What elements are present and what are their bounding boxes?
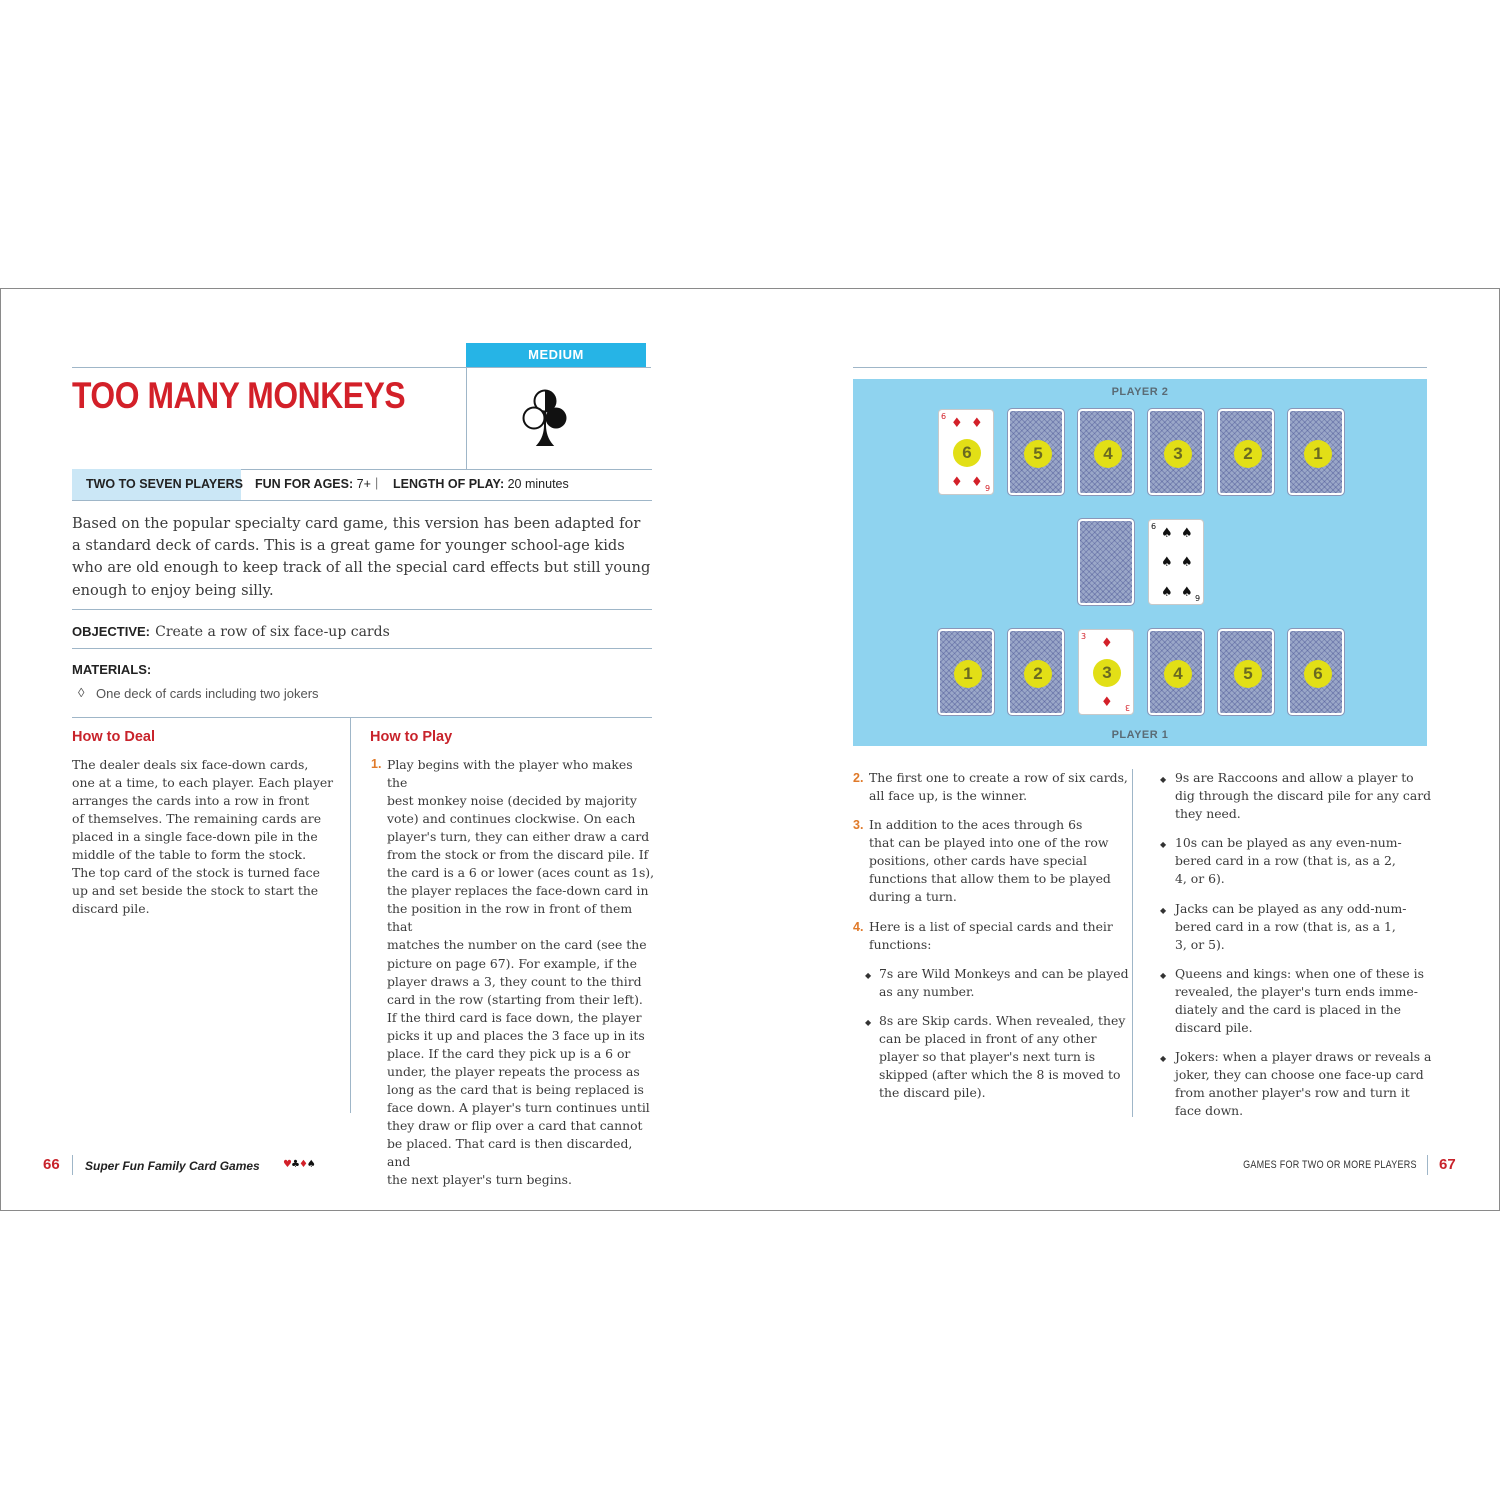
text-line: 4, or 6). xyxy=(1175,871,1225,887)
item-number: 2. xyxy=(853,771,864,785)
objective-label: OBJECTIVE: xyxy=(72,624,151,639)
special-card-jacks xyxy=(1175,900,1435,954)
play-line: card in the row (starting from their left). xyxy=(387,991,643,1007)
play-line: player draws a 3, they count to the third xyxy=(387,973,642,989)
diamond-icon: ♦ xyxy=(298,1159,307,1170)
book-title: Super Fun Family Card Games xyxy=(85,1159,260,1173)
play-line: the player replaces the face-down card in xyxy=(387,883,649,899)
play-line: from the stock or from the discard pile. If xyxy=(387,847,649,863)
bullet-dot-icon: ◆ xyxy=(1160,971,1167,980)
text-line: Queens and kings: when one of these is xyxy=(1175,966,1424,981)
card-back xyxy=(1218,409,1274,495)
play-line: long as the card that is being replaced is xyxy=(387,1081,644,1097)
text-line: 10s can be played as any even-num- xyxy=(1175,835,1402,850)
difficulty-badge: MEDIUM xyxy=(466,343,646,367)
text-line: 3, or 5). xyxy=(1175,937,1225,953)
card-back xyxy=(1008,409,1064,495)
page-number-right: 67 xyxy=(1439,1156,1456,1173)
players-count: TWO TO SEVEN PLAYERS xyxy=(86,477,243,491)
objective xyxy=(72,621,390,640)
column-divider xyxy=(350,717,351,1113)
ages-value: 7+ xyxy=(356,477,371,491)
materials-bullet-icon: ◊ xyxy=(78,685,85,700)
position-marker: 1 xyxy=(1304,440,1332,468)
deal-line: The dealer deals six face-down cards, xyxy=(72,757,309,772)
position-marker: 4 xyxy=(1164,660,1192,688)
deal-line: of themselves. The remaining cards are xyxy=(72,811,322,827)
bullet-dot-icon: ◆ xyxy=(1160,1054,1167,1063)
position-marker: 4 xyxy=(1094,440,1122,468)
player2-label: PLAYER 2 xyxy=(1111,386,1169,398)
play-line: face down. A player's turn continues until xyxy=(387,1099,650,1115)
play-line: they draw or flip over a card that cannot xyxy=(387,1117,643,1133)
play-line: under, the player repeats the process as xyxy=(387,1063,640,1079)
special-card-8s xyxy=(879,1012,1131,1102)
card-layout-diagram xyxy=(853,379,1427,746)
text-line: they need. xyxy=(1175,806,1241,822)
text-line: from another player's row and turn it xyxy=(1175,1085,1410,1101)
deal-heading: How to Deal xyxy=(72,729,155,745)
play-line: picture on page 67). For example, if the xyxy=(387,955,637,971)
play-line: best monkey noise (decided by majority xyxy=(387,793,637,809)
bullet-dot-icon: ◆ xyxy=(1160,840,1167,849)
club-suit-icon xyxy=(522,387,568,449)
text-line: Jacks can be played as any odd-num- xyxy=(1175,901,1407,916)
player1-label: PLAYER 1 xyxy=(1111,729,1169,741)
stock-pile xyxy=(1078,519,1134,605)
text-line: 9s are Raccoons and allow a player to xyxy=(1175,770,1414,785)
position-marker: 5 xyxy=(1024,440,1052,468)
rule-item-2 xyxy=(869,769,1131,805)
text-line: Here is a list of special cards and their xyxy=(869,919,1113,934)
card-back xyxy=(1288,629,1344,715)
text-line: during a turn. xyxy=(869,889,957,905)
ages-label: FUN FOR AGES: xyxy=(255,477,354,491)
text-line: diately and the card is placed in the xyxy=(1175,1002,1401,1018)
spade-icon: ♠ xyxy=(306,1159,315,1170)
text-line: face down. xyxy=(1175,1103,1244,1119)
section-title: GAMES FOR TWO OR MORE PLAYERS xyxy=(1243,1159,1417,1171)
card-back xyxy=(1078,409,1134,495)
footer-divider-right xyxy=(1427,1155,1428,1175)
title-top-rule xyxy=(72,367,466,368)
special-card-jokers xyxy=(1175,1048,1435,1120)
book-spread xyxy=(0,288,1500,1211)
deal-text xyxy=(72,756,342,918)
intro-paragraph xyxy=(72,513,652,602)
card-back xyxy=(1008,629,1064,715)
club-icon: ♣ xyxy=(290,1159,299,1170)
text-line: that can be played into one of the row xyxy=(869,835,1109,851)
special-card-queens-kings xyxy=(1175,965,1435,1037)
play-line: place. If the card they pick up is a 6 or xyxy=(387,1045,631,1061)
text-line: all face up, is the winner. xyxy=(869,788,1028,804)
special-card-7s xyxy=(879,965,1131,1001)
footer-divider-left xyxy=(72,1155,73,1175)
position-marker: 3 xyxy=(1093,659,1121,687)
play-line: the position in the row in front of them that xyxy=(387,901,633,935)
meta-separator: | xyxy=(375,476,379,490)
deal-line: up and set beside the stock to start the xyxy=(72,883,319,899)
position-marker: 6 xyxy=(1304,660,1332,688)
length-label: LENGTH OF PLAY: xyxy=(393,477,505,491)
meta-bottom-rule xyxy=(72,500,652,501)
position-marker: 6 xyxy=(953,439,981,467)
text-line: The first one to create a row of six cards, xyxy=(869,770,1128,785)
right-column-divider xyxy=(1132,769,1133,1117)
text-line: bered card in a row (that is, as a 2, xyxy=(1175,853,1396,869)
special-card-10s xyxy=(1175,834,1435,888)
card-back xyxy=(1288,409,1344,495)
play-item-number: 1. xyxy=(371,757,382,771)
text-line: as any number. xyxy=(879,984,975,1000)
play-heading: How to Play xyxy=(370,729,453,745)
play-line: picks it up and places the 3 face up in its xyxy=(387,1027,645,1043)
position-marker: 5 xyxy=(1234,660,1262,688)
item-number: 4. xyxy=(853,920,864,934)
card-back xyxy=(1148,409,1204,495)
play-text xyxy=(387,756,655,1189)
rule-item-4 xyxy=(869,918,1131,954)
length-info xyxy=(393,477,569,491)
text-line: bered card in a row (that is, as a 1, xyxy=(1175,919,1396,935)
discard-six-of-spades: 6 ♠ ♠ ♠ ♠ ♠ ♠ 6 xyxy=(1148,519,1204,605)
text-line: functions: xyxy=(869,937,932,953)
play-line: the card is a 6 or lower (aces count as 1s), xyxy=(387,865,655,881)
objective-bottom-rule xyxy=(72,648,652,649)
text-line: the discard pile). xyxy=(879,1085,986,1101)
game-title: TOO MANY MONKEYS xyxy=(72,375,406,416)
text-line: In addition to the aces through 6s xyxy=(869,817,1083,832)
text-line: functions that allow them to be played xyxy=(869,871,1111,887)
ages-info xyxy=(255,477,371,491)
objective-text: Create a row of six face-up cards xyxy=(155,624,390,640)
play-line: Play begins with the player who makes the xyxy=(387,757,633,791)
bullet-dot-icon: ◆ xyxy=(1160,775,1167,784)
intro-line: Based on the popular specialty card game, this version has been adapted for xyxy=(72,515,641,532)
intro-line: enough to enjoy being silly. xyxy=(72,581,274,599)
text-line: skipped (after which the 8 is moved to xyxy=(879,1067,1121,1083)
item-number: 3. xyxy=(853,818,864,832)
position-marker: 3 xyxy=(1164,440,1192,468)
rule-item-3 xyxy=(869,816,1131,906)
text-line: Jokers: when a player draws or reveals a xyxy=(1175,1049,1432,1064)
card-back xyxy=(1148,629,1204,715)
intro-line: a standard deck of cards. This is a great game for younger school-age kids xyxy=(72,537,625,555)
card-back xyxy=(938,629,994,715)
text-line: positions, other cards have special xyxy=(869,853,1087,869)
materials-label: MATERIALS: xyxy=(72,662,152,677)
suit-icons xyxy=(283,1159,315,1170)
play-line: matches the number on the card (see the xyxy=(387,937,647,953)
page-number-left: 66 xyxy=(43,1156,60,1173)
text-line: dig through the discard pile for any card xyxy=(1175,788,1432,804)
position-marker: 2 xyxy=(1234,440,1262,468)
text-line: can be placed in front of any other xyxy=(879,1031,1097,1047)
card-back xyxy=(1218,629,1274,715)
text-line: 8s are Skip cards. When revealed, they xyxy=(879,1013,1126,1028)
text-line: revealed, the player's turn ends imme- xyxy=(1175,984,1418,1000)
length-value: 20 minutes xyxy=(507,477,569,491)
text-line: 7s are Wild Monkeys and can be played xyxy=(879,966,1129,981)
sections-top-rule xyxy=(72,717,652,718)
text-line: discard pile. xyxy=(1175,1020,1253,1036)
heart-icon: ♥ xyxy=(283,1159,291,1170)
bullet-dot-icon: ◆ xyxy=(1160,906,1167,915)
intro-line: who are old enough to keep track of all the special card effects but still young xyxy=(72,559,651,577)
bullet-dot-icon: ◆ xyxy=(865,1018,872,1027)
play-line: the next player's turn begins. xyxy=(387,1172,572,1188)
materials-item: One deck of cards including two jokers xyxy=(96,686,319,701)
text-line: player so that player's next turn is xyxy=(879,1049,1096,1065)
play-line: player's turn, they can either draw a card xyxy=(387,829,650,845)
position-marker: 1 xyxy=(954,660,982,688)
card-six-of-diamonds: 6 ♦ ♦ ♦ ♦ 6 6 xyxy=(938,409,994,495)
position-marker: 2 xyxy=(1024,660,1052,688)
difficulty-box-rule xyxy=(466,367,651,368)
diagram-top-rule xyxy=(853,367,1427,368)
text-line: joker, they can choose one face-up card xyxy=(1175,1067,1424,1083)
special-card-9s xyxy=(1175,769,1435,823)
play-line: vote) and continues clockwise. On each xyxy=(387,811,636,827)
play-line: If the third card is face down, the player xyxy=(387,1009,642,1025)
card-three-of-diamonds: 3 ♦ ♦ 3 3 xyxy=(1078,629,1134,715)
deal-line: arranges the cards into a row in front xyxy=(72,793,310,809)
deal-line: discard pile. xyxy=(72,901,150,917)
deal-line: placed in a single face-down pile in the xyxy=(72,829,318,845)
deal-line: one at a time, to each player. Each player xyxy=(72,775,334,791)
play-line: be placed. That card is then discarded, and xyxy=(387,1135,633,1170)
deal-line: middle of the table to form the stock. xyxy=(72,847,307,863)
objective-top-rule xyxy=(72,609,652,610)
deal-line: The top card of the stock is turned face xyxy=(72,865,320,881)
bullet-dot-icon: ◆ xyxy=(865,971,872,980)
